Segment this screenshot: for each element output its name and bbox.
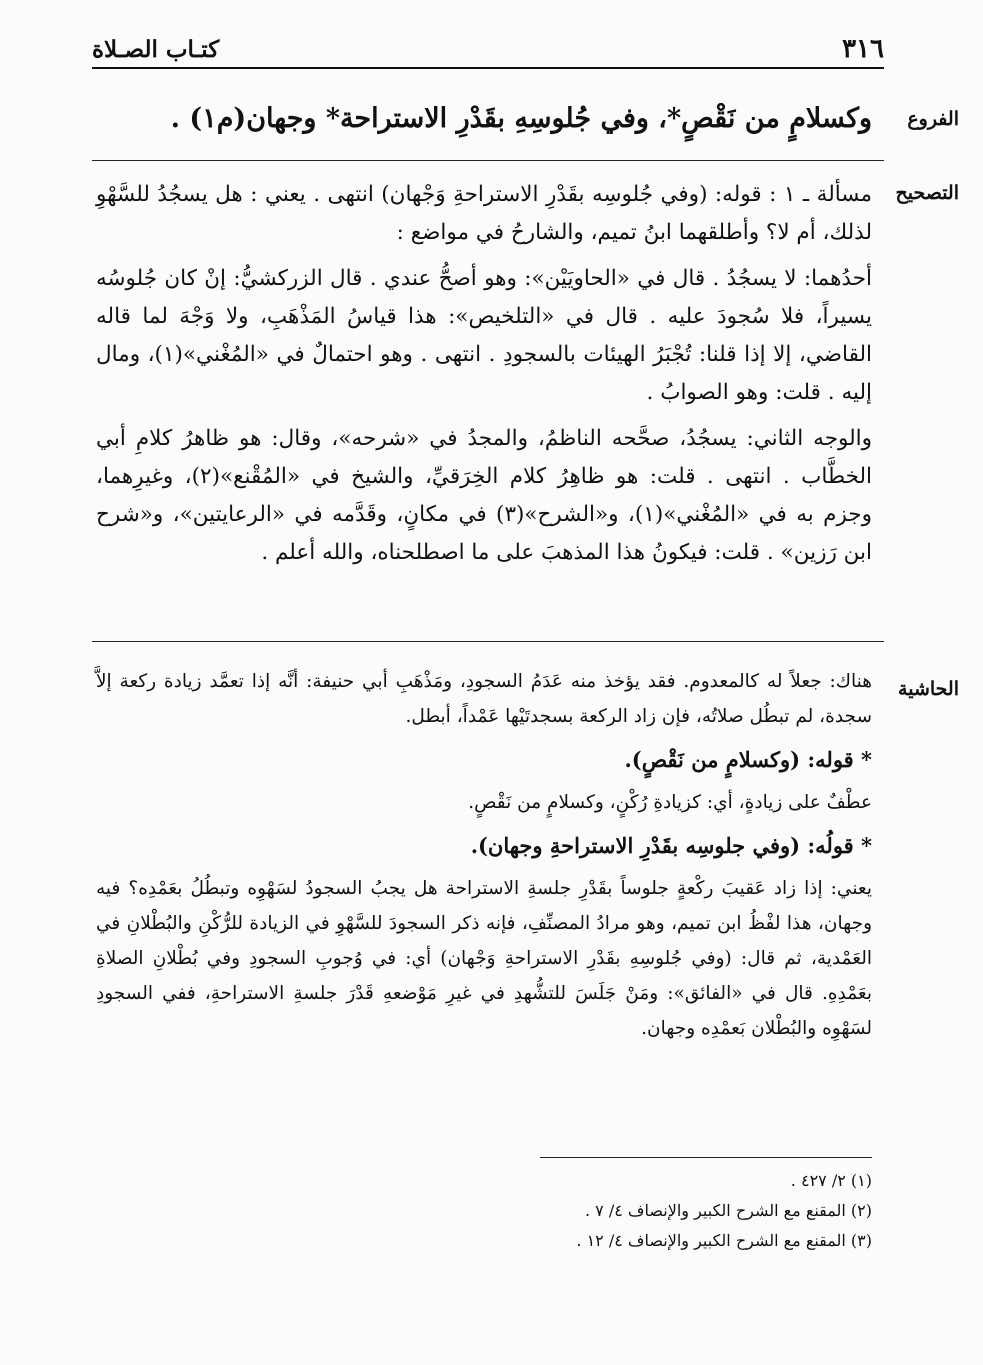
hashiya-heading: * قوله: (وكسلامٍ من نَقْصٍ). bbox=[624, 747, 872, 772]
tasheeh-paragraph: أحدُهما: لا يسجُدُ . قال في «الحاويَيْن»: وهو أصحُّ عندي . قال الزركشيُّ: إنْ كان جُلوسُه يسيراً، فلا سُجودَ عليه . قال في «التلخيص»: هذا قياسُ المَذْهَبِ، ولا وَجْهَ لما قاله القاضي، إلا إذا قلنا: تُجْبَرُ الهيئات بالسجودِ . انتهى . وهو احتمالٌ في «المُغْني»(١)، ومال إليه . قلت: وهو الصوابُ . bbox=[96, 266, 872, 405]
footnote-rule bbox=[540, 1157, 872, 1158]
hashiya-heading: * قولُه: (وفي جلوسِه بقَدْرِ الاستراحةِ وجهان). bbox=[470, 833, 872, 858]
furoo-text: وكسلامٍ من نَقْصٍ*، وفي جُلوسِهِ بقَدْرِ الاستراحة* وجهان(م١) . bbox=[170, 103, 872, 134]
footnote-item: (٢) المقنع مع الشرح الكبير والإنصاف ٤/ ٧ . bbox=[584, 1201, 872, 1220]
section-rule bbox=[92, 641, 884, 642]
book-title: كتـاب الصـلاة bbox=[92, 36, 220, 63]
tasheeh-paragraph: والوجه الثاني: يسجُدُ، صحَّحه الناظمُ، والمجدُ في «شرحه»، وقال: هو ظاهرُ كلامِ أبي الخطَّاب . انتهى . قلت: هو ظاهِرُ كلام الخِرَقيِّ، والشيخ في «المُقْنع»(٢)، وغيرِهما، وجزم به في «المُغْني»(١)، و«الشرح»(٣) في مكانٍ، وقَدَّمه في «الرعايتين»، و«شرح ابن رَزين» . قلت: فيكونُ هذا المذهبَ على ما اصطلحناه، والله أعلم . bbox=[96, 426, 872, 565]
hashiya-label: الحاشية bbox=[898, 678, 959, 700]
tasheeh-label: التصحيح bbox=[895, 182, 959, 204]
section-rule bbox=[92, 160, 884, 161]
page-header bbox=[92, 34, 884, 64]
hashiya-paragraph: هناك: جعلاً له كالمعدوم. فقد يؤخذ منه عَدَمُ السجودِ، ومَذْهَبِ أبي حنيفة: أنَّه إذا تعمَّد زيادة ركعة إلاَّ سجدة، لم تبطُل صلاتُه، فإن زاد الركعة بسجدتَيْها عَمْداً، أبطل. bbox=[96, 671, 872, 727]
tasheeh-section bbox=[96, 176, 872, 580]
footnote-item: (١) ٢/ ٤٢٧ . bbox=[790, 1171, 872, 1190]
hashiya-paragraph: عطْفٌ على زيادةٍ، أي: كزيادةِ رُكْنٍ، وكسلامٍ من نَقْصٍ. bbox=[468, 792, 872, 813]
footnote-item: (٣) المقنع مع الشرح الكبير والإنصاف ٤/ ١٢ . bbox=[576, 1231, 872, 1250]
header-rule bbox=[92, 67, 884, 69]
hashiya-section bbox=[96, 664, 872, 1054]
hashiya-paragraph: يعني: إذا زاد عَقيبَ ركْعةٍ جلوساً بقَدْرِ جلسةِ الاستراحة هل يجبُ السجودُ لسَهْوِه وتبطُلُ بعَمْدِه؟ فيه وجهان، هذا لفْظُ ابن تميم، وهو مرادُ المصنِّفِ، فإنه ذكر السجودَ للسَّهْوِ في الزيادة للرُّكْنِ والبُطْلانِ في العَمْدية، ثم قال: (وفي جُلوسِهِ بقَدْرِ الاستراحةِ وَجْهان) أي: في وُجوبِ السجودِ وفي بُطْلانِ الصلاةِ بعَمْدِهِ. قال في «الفائق»: ومَنْ جَلَسَ للتشُّهدِ في غيرِ مَوْضعهِ قَدْرَ جلسةِ الاستراحةِ، ففي السجودِ لسَهْوِه والبُطْلان بَعمْدِه وجهان. bbox=[96, 878, 872, 1039]
furoo-label: الفروع bbox=[907, 108, 959, 130]
footnotes bbox=[540, 1166, 872, 1256]
page-number: ٣١٦ bbox=[842, 34, 884, 64]
tasheeh-paragraph: مسألة ـ ١ : قوله: (وفي جُلوسِه بقَدْرِ الاستراحةِ وَجْهان) انتهى . يعني : هل يسجُدُ للسَّهْوِ لذلك، أم لا؟ وأطلقهما ابنُ تميم، والشارحُ في مواضع : bbox=[96, 182, 872, 245]
